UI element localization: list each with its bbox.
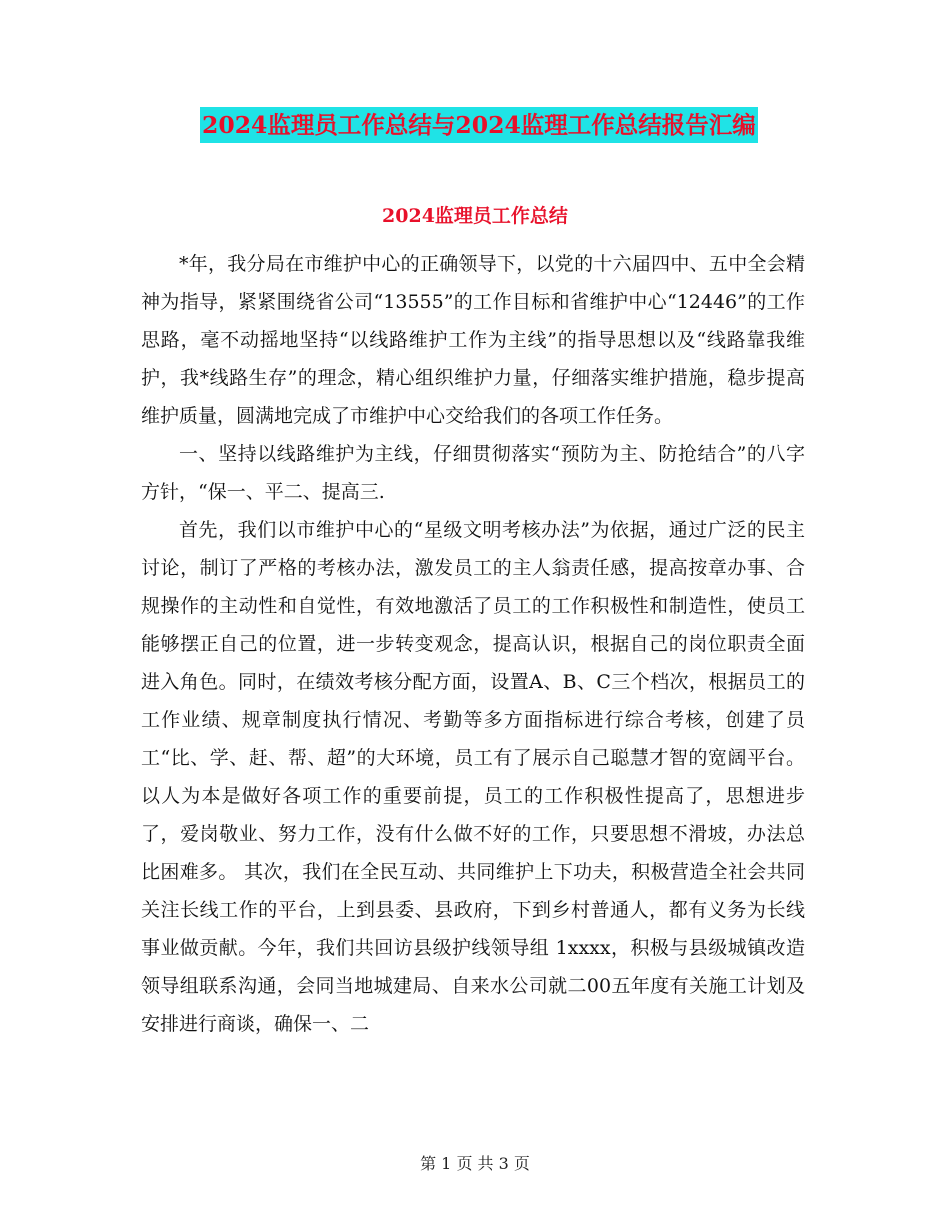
body-paragraph: 首先，我们以市维护中心的“星级文明考核办法”为依据，通过广泛的民主讨论，制订了严格的考核办法，激发员工的主人翁责任感，提高按章办事、合规操作的主动性和自觉性，有效地激活了员工的工作积极性和制造性，使员工能够摆正自己的位置，进一步转变观念，提高认识，根据自己的岗位职责全面进入角色。同时，在绩效考核分配方面，设置A、B、C三个档次，根据员工的工作业绩、规章制度执行情况、考勤等多方面指标进行综合考核，创建了员工“比、学、赶、帮、超”的大环境，员工有了展示自己聪慧才智的宽阔平台。以人为本是做好各项工作的重要前提，员工的工作积极性提高了，思想进步了，爱岗敬业、努力工作，没有什么做不好的工作，只要思想不滑坡，办法总比困难多。 其次，我们在全民互动、共同维护上下功夫，积极营造全社会共同关注长线工作的平台，上到县委、县政府，下到乡村普通人，都有义务为长线事业做贡献。今年，我们共回访县级护线领导组 1xxxx，积极与县级城镇改造领导组联系沟通，会同当地城建局、自来水公司就二00五年度有关施工计划及安排进行商谈，确保一、二 xyxy=(141,519,805,1035)
section-heading: 2024监理员工作总结 xyxy=(382,205,568,227)
document-main-title: 2024监理员工作总结与2024监理工作总结报告汇编 xyxy=(200,107,758,143)
body-paragraph: *年，我分局在市维护中心的正确领导下，以党的十六届四中、五中全会精神为指导，紧紧围绕省公司“13555”的工作目标和省维护中心“12446”的工作思路，毫不动摇地坚持“以线路维护工作为主线”的指导思想以及“线路靠我维护，我*线路生存”的理念，精心组织维护力量，仔细落实维护措施，稳步提高维护质量，圆满地完成了市维护中心交给我们的各项工作任务。 xyxy=(141,253,805,427)
page-number-footer: 第 1 页 共 3 页 xyxy=(420,1154,530,1173)
document-body xyxy=(141,245,805,1043)
body-paragraph: 一、坚持以线路维护为主线，仔细贯彻落实“预防为主、防抢结合”的八字方针，“保一、平二、提高三. xyxy=(141,443,805,503)
